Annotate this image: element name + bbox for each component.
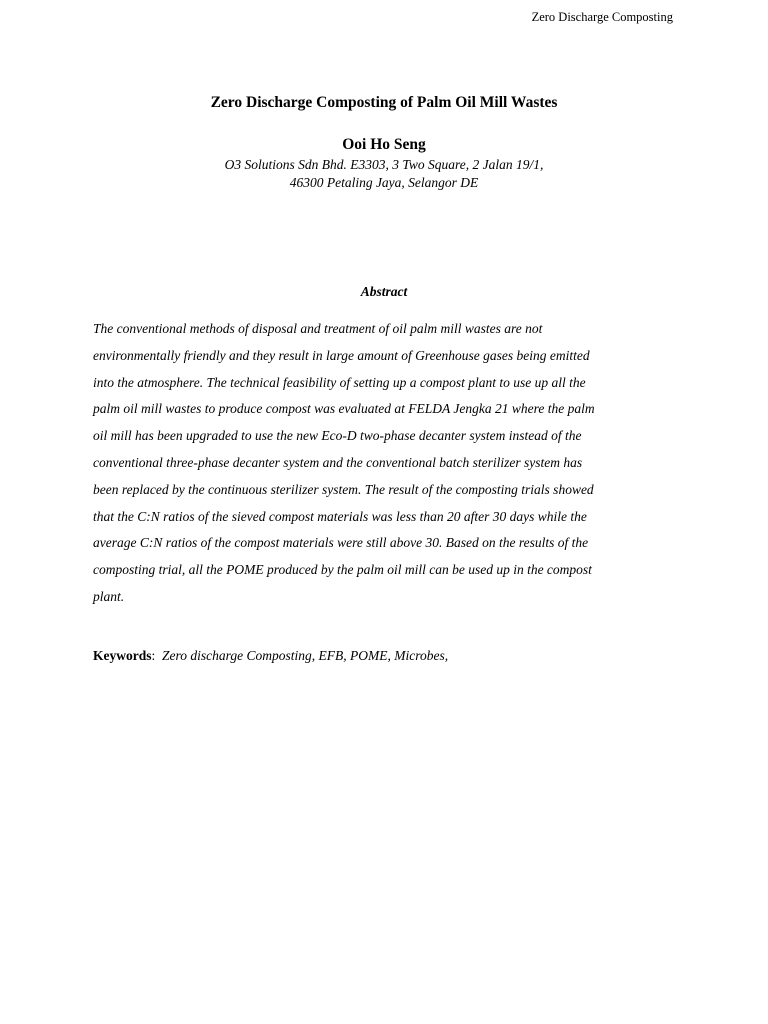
abstract-line: composting trial, all the POME produced by the palm oil mill can be used up in the compost [93, 562, 592, 578]
abstract-line: oil mill has been upgraded to use the new Eco-D two-phase decanter system instead of the [93, 428, 582, 444]
abstract-line: environmentally friendly and they result in large amount of Greenhouse gases being emitted [93, 347, 590, 363]
abstract-line: been replaced by the continuous sterilizer system. The result of the composting trials showed [93, 481, 594, 497]
author-affiliation [0, 156, 768, 192]
abstract-line: average C:N ratios of the compost materials were still above 30. Based on the results of the [93, 535, 589, 551]
abstract-line: plant. [93, 588, 125, 604]
affiliation-line: 46300 Petaling Jaya, Selangor DE [289, 175, 479, 190]
keywords-line [93, 648, 448, 664]
author-name: Ooi Ho Seng [342, 136, 426, 153]
abstract-line: The conventional methods of disposal and treatment of oil palm mill wastes are not [93, 321, 543, 336]
abstract-line: conventional three-phase decanter system and the conventional batch sterilizer system has [93, 454, 583, 470]
affiliation-line: O3 Solutions Sdn Bhd. E3303, 3 Two Square, 2 Jalan 19/1, [224, 157, 544, 172]
abstract-heading: Abstract [360, 284, 408, 299]
abstract-line: that the C:N ratios of the sieved compost materials was less than 20 after 30 days while the [93, 508, 587, 524]
abstract-line: into the atmosphere. The technical feasibility of setting up a compost plant to use up all the [93, 374, 586, 390]
running-header: Zero Discharge Composting [531, 10, 673, 24]
abstract-line: palm oil mill wastes to produce compost was evaluated at FELDA Jengka 21 where the palm [93, 401, 595, 417]
abstract-body [93, 316, 678, 611]
keywords-separator: : [151, 648, 156, 663]
paper-title: Zero Discharge Composting of Palm Oil Mill Wastes [210, 94, 558, 111]
keywords-label: Keywords [93, 648, 152, 663]
keywords-values: Zero discharge Composting, EFB, POME, Microbes, [162, 648, 449, 663]
